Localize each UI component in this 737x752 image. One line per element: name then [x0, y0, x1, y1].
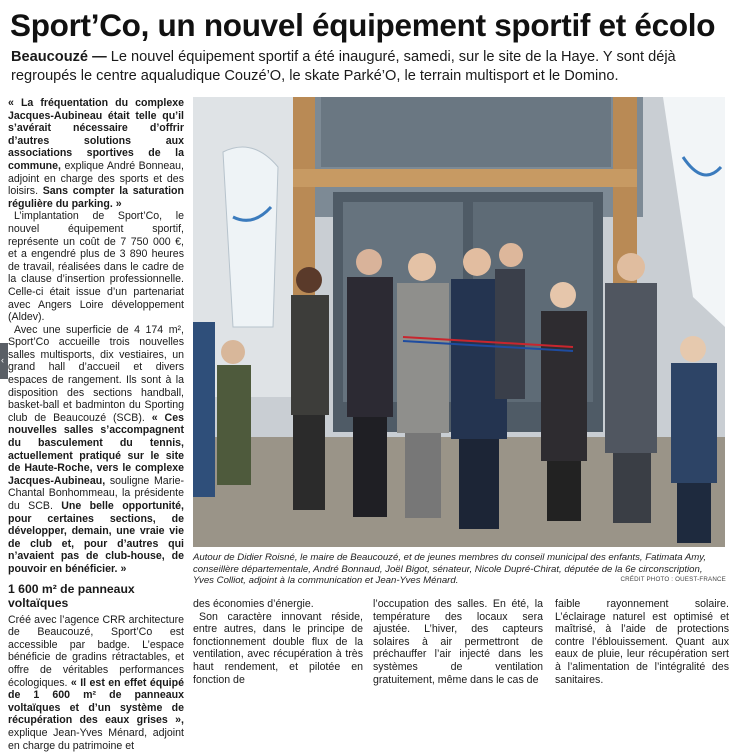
quote-bold: « La fréquentation du complexe Jacques-Aubineau était telle qu’il s’avérait nécessaire d’offrir d’autres solutions aux associations sportives de la commune,: [8, 97, 184, 172]
subheading: 1 600 m² de panneaux voltaïques: [8, 581, 135, 610]
lede-text: Le nouvel équipement sportif a été inauguré, samedi, sur le site de la Haye. Y sont déjà regroupés le centre aqualudique Couzé’O, le skate Parké’O, le terrain multisport et le Domino.: [11, 49, 676, 84]
quote-bold: « Ces nouvelles salles s’accompagnent du basculement du tennis, actuellement pratiqué sur le site de Haute-Roche, vers le complexe Jacques-Aubineau,: [8, 411, 184, 487]
side-tab[interactable]: [0, 343, 8, 379]
photo-caption: Autour de Didier Roisné, le maire de Beaucouzé, et de jeunes membres du conseil municipal des enfants, Fatimata Amy, conseillère départementale, André Bonnaud, Joël Bigot, sénateur, Nicole Dupré-Chirat, députée de la 6e circonscription, Yves Colliot, adjoint à la communication et Jean-Yves Ménard.: [193, 552, 706, 587]
column-1: [8, 97, 184, 752]
col1-paragraph-1: [8, 97, 184, 210]
col2-paragraph-1: des économies d’énergie.: [193, 598, 314, 610]
col1-paragraph-4: [8, 614, 184, 752]
body-text: souligne Marie-Chantal Bonhommeau, la présidente du SCB.: [8, 474, 184, 512]
article-photo: [193, 97, 725, 547]
col4-paragraph-1: faible rayonnement solaire. L’éclairage naturel est optimisé et maîtrisé, à l’aide de protections contre l’éblouissement. Quant aux eaux de pluie, leur récupération sert à l’alimentation de l’intégralité des sanitaires.: [555, 598, 729, 686]
column-3: [373, 598, 543, 686]
lede-paragraph: [11, 48, 727, 86]
quote-bold: « Il est en effet équipé de 1 600 m² de panneaux voltaïques et d’un système de récupération des eaux grises »,: [8, 676, 184, 727]
column-2: [193, 598, 363, 686]
headline: Sport’Co, un nouvel équipement sportif et écolo: [10, 7, 716, 43]
quote-bold: Une belle opportunité, pour certaines sections, de développer, demain, une vraie vie de club et, pour d’autres qui n’avaient pas de club-house, de pouvoir en bénéficier. »: [8, 500, 184, 575]
quote-bold: Sans compter la saturation régulière du parking. »: [8, 185, 184, 210]
body-text: explique André Bonneau, adjoint en charge des sports et des loisirs.: [8, 159, 184, 198]
col3-paragraph-1: l’occupation des salles. En été, la température des locaux sera ajustée. L’hiver, des capteurs solaires à air permettront de préchauffer l’air injecté dans les systèmes de ventilation gratuitement, même dans le cas de: [373, 598, 543, 686]
photo-credit: CRÉDIT PHOTO : OUEST-FRANCE: [620, 576, 726, 583]
col2-paragraph-2: Son caractère innovant réside, entre autres, dans le principe de fonctionnement double flux de la ventilation, avec récupération à très haut rendement, et pilotée en fonction de: [193, 610, 363, 686]
col1-paragraph-3: [8, 324, 184, 576]
body-text: Avec une superficie de 4 174 m², Sport’Co accueille trois nouvelles salles multisports, dix vestiaires, un grand hall d’accueil et divers espaces de rangement. Ils sont à la disposition des sections handball, basket-ball et badminton du Sporting club de Beaucouzé (SCB).: [8, 323, 184, 424]
body-text: Créé avec l’agence CRR architecture de Beaucouzé, Sport’Co est accessible par badge. L’espace bénéficie de gradins rétractables, et offre de véritables performances écologiques.: [8, 613, 184, 689]
body-text: explique Jean-Yves Ménard, adjoint en charge du patrimoine et: [8, 726, 184, 752]
inauguration-photo-illustration: [193, 97, 725, 547]
col1-paragraph-2: L’implantation de Sport’Co, le nouvel équipement sportif, représente un coût de 7 750 000 €, et a engendré plus de 3 890 heures de travail, réalisées dans le cadre de la clause d’insertion professionnelle. Celle-ci était issue d’un partenariat avec Angers Loire développement (Aldev).: [8, 210, 184, 324]
dateline: Beaucouzé —: [11, 49, 107, 65]
column-4: [555, 598, 729, 686]
chevron-left-icon: ‹: [1, 355, 4, 365]
